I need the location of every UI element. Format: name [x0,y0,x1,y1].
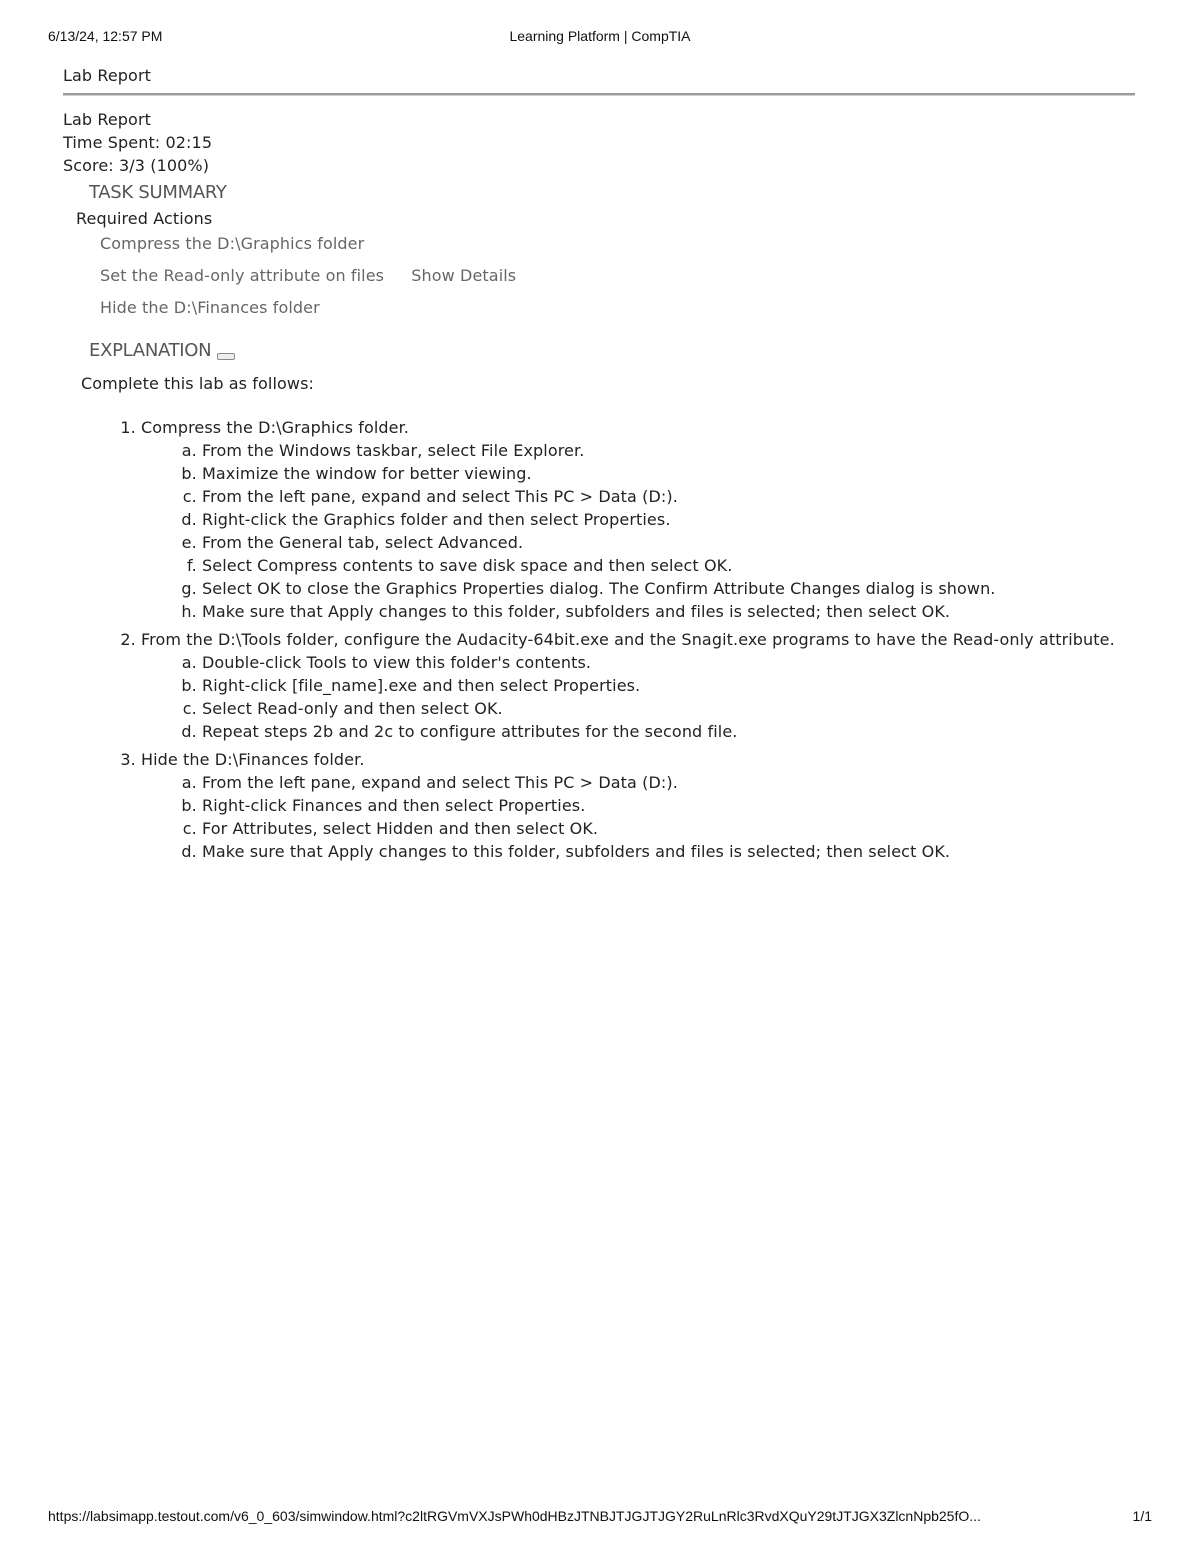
substep-item: c. Select Read-only and then select OK. [202,697,1135,720]
print-footer [48,1508,1152,1528]
required-action-label: Set the Read-only attribute on files [100,266,385,285]
substep-item: d. Repeat steps 2b and 2c to configure attributes for the second file. [202,720,1135,743]
substep-item: d. Make sure that Apply changes to this folder, subfolders and files is selected; then select OK. [202,840,1135,863]
required-action-label: Hide the D:\Finances folder [100,298,320,317]
print-url: https://labsimapp.testout.com/v6_0_603/simwindow.html?c2ltRGVmVXJsPWh0dHBzJTNBJTJGJTJGY2RuLnRlc3RvdXQuY29tJTJGX3ZlcnNpb25fO... [48,1508,981,1524]
report-meta [63,108,1135,177]
score: Score: 3/3 (100%) [63,156,210,175]
required-action-item [100,232,1135,264]
substep-item: g. Select OK to close the Graphics Properties dialog. The Confirm Attribute Changes dialog is shown. [202,577,1135,600]
required-actions-label: Required Actions [76,209,213,228]
substeps-list [141,771,1135,863]
print-page-title: Learning Platform | CompTIA [509,28,691,44]
step-item [141,748,1135,863]
header-divider [63,93,1135,95]
required-action-label: Compress the D:\Graphics folder [100,234,365,253]
step-text: Hide the D:\Finances folder. [141,750,365,769]
substep-item: a. From the Windows taskbar, select File Explorer. [202,439,1135,462]
explanation-heading-row [89,338,1135,364]
substep-item: c. For Attributes, select Hidden and then select OK. [202,817,1135,840]
substeps-list [141,651,1135,743]
explanation-steps [63,416,1135,863]
report-title: Lab Report [63,110,151,129]
required-action-item [100,264,1135,296]
substep-item: c. From the left pane, expand and select This PC > Data (D:). [202,485,1135,508]
substeps-list [141,439,1135,623]
step-text: From the D:\Tools folder, configure the Audacity-64bit.exe and the Snagit.exe programs to have the Read-only attribute. [141,630,1115,649]
required-action-item [100,296,1135,328]
substep-item: f. Select Compress contents to save disk space and then select OK. [202,554,1135,577]
explanation-intro: Complete this lab as follows: [81,374,315,393]
collapse-toggle-icon[interactable] [217,353,235,360]
substep-item: a. From the left pane, expand and select This PC > Data (D:). [202,771,1135,794]
substep-item: a. Double-click Tools to view this folder's contents. [202,651,1135,674]
task-summary-heading: TASK SUMMARY [89,182,227,203]
time-spent: Time Spent: 02:15 [63,133,213,152]
substep-item: h. Make sure that Apply changes to this folder, subfolders and files is selected; then select OK. [202,600,1135,623]
substep-item: b. Maximize the window for better viewing. [202,462,1135,485]
step-item [141,628,1135,743]
substep-item: e. From the General tab, select Advanced. [202,531,1135,554]
explanation-heading: EXPLANATION [89,340,212,361]
step-text: Compress the D:\Graphics folder. [141,418,409,437]
print-datetime: 6/13/24, 12:57 PM [48,28,163,44]
step-item [141,416,1135,623]
print-header [48,28,1152,48]
substep-item: d. Right-click the Graphics folder and then select Properties. [202,508,1135,531]
show-details-link[interactable]: Show Details [411,266,517,285]
substep-item: b. Right-click [file_name].exe and then select Properties. [202,674,1135,697]
lab-report-content [63,65,1135,868]
substep-item: b. Right-click Finances and then select Properties. [202,794,1135,817]
report-header-title: Lab Report [63,66,151,85]
page-count: 1/1 [1132,1508,1152,1524]
